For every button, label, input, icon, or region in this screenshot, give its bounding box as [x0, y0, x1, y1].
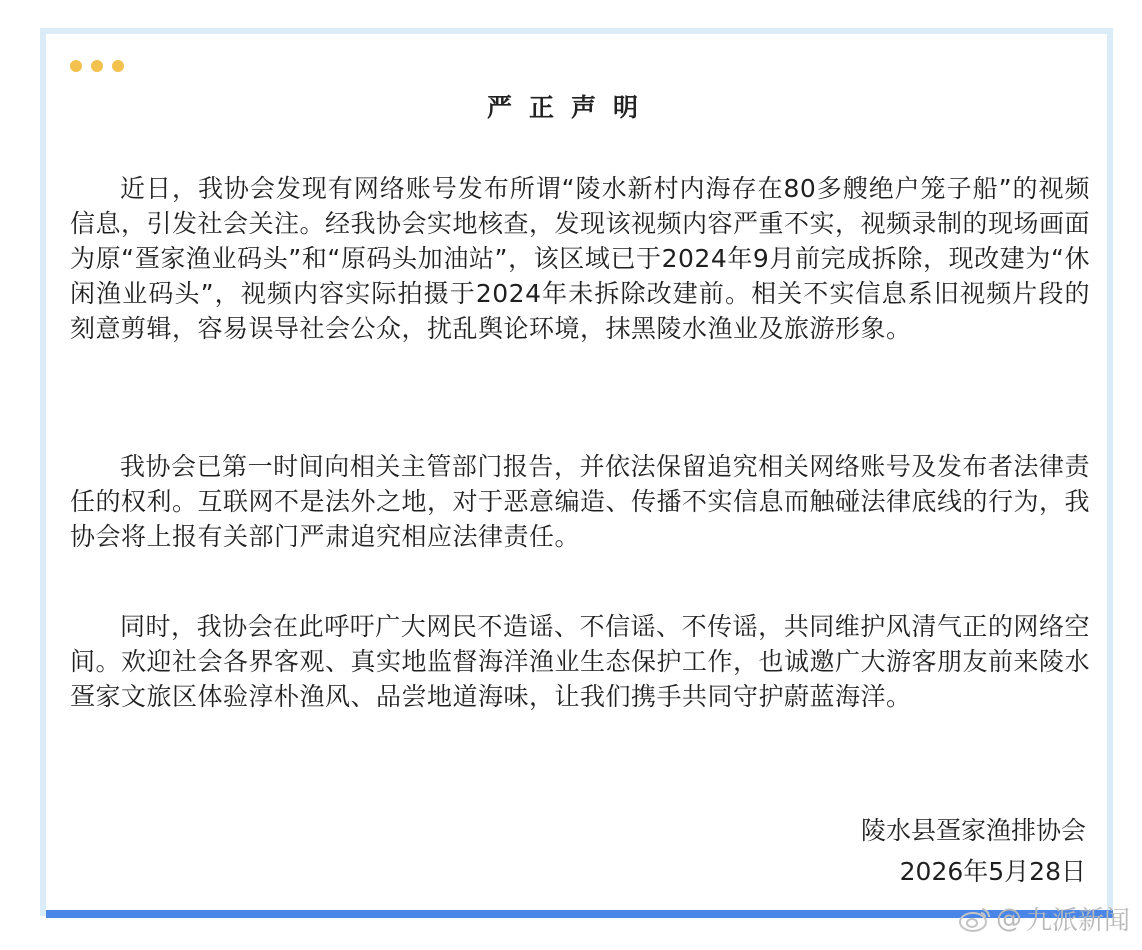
- document-title: 严正声明: [486, 93, 655, 122]
- watermark-text: 九派新闻: [1026, 906, 1131, 936]
- decorative-dots: [70, 60, 124, 72]
- paragraph-2: 我协会已第一时间向相关主管部门报告，并依法保留追究相关网络账号及发布者法律责任的权利。互联网不是法外之地，对于恶意编造、传播不实信息而触碰法律底线的行为，我协会将上报有关部门严肃追究相应法律责任。: [70, 452, 1091, 551]
- frame-top-border: [40, 28, 1113, 34]
- watermark: [958, 900, 1130, 937]
- signature-date: 2026年5月28日: [899, 857, 1086, 886]
- frame-bottom-bar: [46, 910, 1113, 918]
- watermark-at: @: [996, 903, 1022, 934]
- dot-icon: [112, 60, 124, 72]
- dot-icon: [70, 60, 82, 72]
- signature-organization: 陵水县疍家渔排协会: [860, 816, 1086, 845]
- weibo-icon: [958, 905, 992, 933]
- frame-right-border: [1107, 28, 1113, 916]
- signature-block: [861, 810, 1086, 892]
- dot-icon: [91, 60, 103, 72]
- frame-left-border: [40, 28, 46, 916]
- paragraph-1: 近日，我协会发现有网络账号发布所谓“陵水新村内海存在80多艘绝户笼子船”的视频信息，引发社会关注。经我协会实地核查，发现该视频内容严重不实，视频录制的现场画面为原“疍家渔业码头”和“原码头加油站”，该区域已于2024年9月前完成拆除，现改建为“休闲渔业码头”，视频内容实际拍摄于2024年未拆除改建前。相关不实信息系旧视频片段的刻意剪辑，容易误导社会公众，扰乱舆论环境，抹黑陵水渔业及旅游形象。: [70, 174, 1091, 343]
- paragraph-3: 同时，我协会在此呼吁广大网民不造谣、不信谣、不传谣，共同维护风清气正的网络空间。欢迎社会各界客观、真实地监督海洋渔业生态保护工作，也诚邀广大游客朋友前来陵水疍家文旅区体验淳朴渔风、品尝地道海味，让我们携手共同守护蔚蓝海洋。: [70, 612, 1091, 711]
